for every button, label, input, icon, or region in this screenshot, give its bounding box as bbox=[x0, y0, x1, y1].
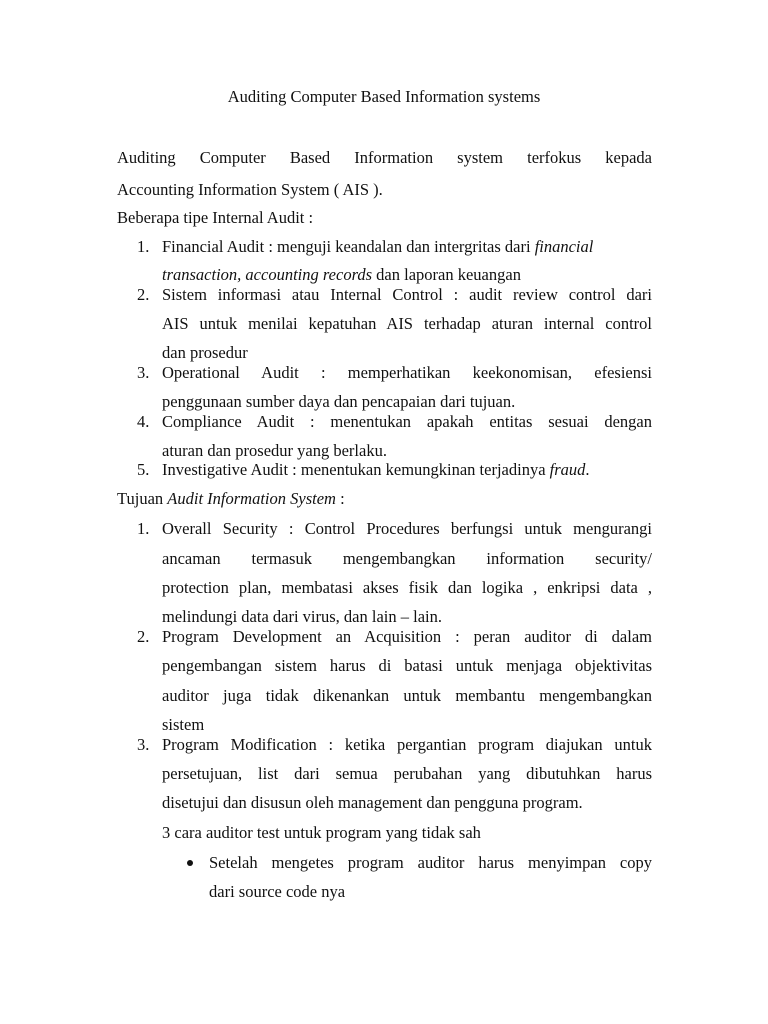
list-item-text: persetujuan, list dari semua perubahan yang dibutuhkan harus bbox=[162, 764, 652, 783]
page-title: Auditing Computer Based Information systems bbox=[227, 87, 541, 106]
list-number: 2. bbox=[137, 285, 150, 304]
goal-heading: Tujuan Audit Information System : bbox=[117, 489, 345, 508]
list-item-text: Compliance Audit : menentukan apakah entitas sesuai dengan bbox=[162, 412, 652, 431]
sub-heading: 3 cara auditor test untuk program yang tidak sah bbox=[162, 823, 481, 842]
list-item-text: aturan dan prosedur yang berlaku. bbox=[162, 441, 387, 460]
list-item-text: transaction, accounting records dan laporan keuangan bbox=[162, 265, 521, 284]
list-item-text: Financial Audit : menguji keandalan dan intergritas dari financial bbox=[162, 237, 594, 256]
list-item-text: Overall Security : Control Procedures berfungsi untuk mengurangi bbox=[162, 519, 652, 538]
list-number: 4. bbox=[137, 412, 150, 431]
bullet-icon bbox=[187, 860, 193, 866]
intro-line-1: Auditing Computer Based Information system terfokus kepada bbox=[117, 148, 652, 167]
bullet-item-text: Setelah mengetes program auditor harus menyimpan copy bbox=[209, 853, 652, 872]
list-item-text: Investigative Audit : menentukan kemungkinan terjadinya fraud. bbox=[162, 460, 590, 479]
list-number: 1. bbox=[137, 237, 150, 256]
list-item-text: Program Modification : ketika pergantian program diajukan untuk bbox=[162, 735, 652, 754]
list-number: 1. bbox=[137, 519, 150, 538]
list-item-text: Program Development an Acquisition : peran auditor di dalam bbox=[162, 627, 652, 646]
list-item-text: melindungi data dari virus, dan lain – lain. bbox=[162, 607, 442, 626]
bullet-item-text: dari source code nya bbox=[209, 882, 346, 901]
list-number: 3. bbox=[137, 735, 150, 754]
types-heading: Beberapa tipe Internal Audit : bbox=[117, 208, 314, 227]
list-item-text: auditor juga tidak dikenankan untuk membantu mengembangkan bbox=[162, 686, 652, 705]
list-number: 2. bbox=[137, 627, 150, 646]
list-number: 5. bbox=[137, 460, 150, 479]
list-item-text: protection plan, membatasi akses fisik dan logika , enkripsi data , bbox=[162, 578, 652, 597]
list-item-text: dan prosedur bbox=[162, 343, 248, 362]
list-item-text: disetujui dan disusun oleh management dan pengguna program. bbox=[162, 793, 583, 812]
list-item-text: Sistem informasi atau Internal Control : audit review control dari bbox=[162, 285, 652, 304]
list-item-text: AIS untuk menilai kepatuhan AIS terhadap aturan internal control bbox=[162, 314, 652, 333]
intro-line-2: Accounting Information System ( AIS ). bbox=[117, 180, 383, 199]
list-number: 3. bbox=[137, 363, 150, 382]
list-item-text: pengembangan sistem harus di batasi untuk menjaga objektivitas bbox=[162, 656, 652, 675]
list-item-text: ancaman termasuk mengembangkan information security/ bbox=[162, 549, 652, 568]
list-item-text: sistem bbox=[162, 715, 205, 734]
list-item-text: Operational Audit : memperhatikan keekonomisan, efesiensi bbox=[162, 363, 652, 382]
list-item-text: penggunaan sumber daya dan pencapaian dari tujuan. bbox=[162, 392, 516, 411]
